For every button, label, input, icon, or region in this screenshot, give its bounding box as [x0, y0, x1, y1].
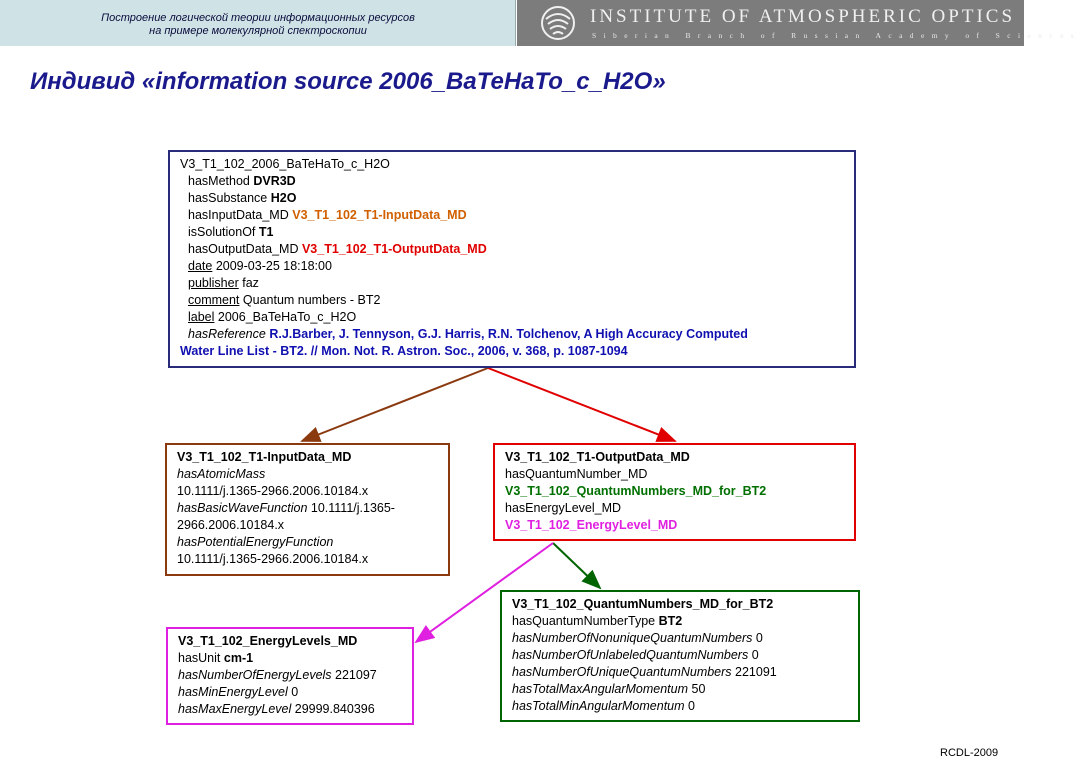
prop-value: 29999.840396 — [294, 702, 375, 716]
quantum-nonunique — [512, 630, 848, 647]
prop-value: faz — [242, 276, 259, 290]
prop-comment — [180, 292, 844, 309]
output-data-box — [493, 443, 856, 541]
input-mass-val: 10.1111/j.1365-2966.2006.10184.x — [177, 484, 369, 498]
header-subtitle-line1: Построение логической теории информационных ресурсов — [101, 12, 415, 24]
source-name — [180, 156, 844, 173]
prop-key: hasTotalMinAngularMomentum — [512, 699, 685, 713]
prop-key: isSolutionOf — [188, 225, 256, 239]
prop-key: hasNumberOfUniqueQuantumNumbers — [512, 665, 732, 679]
source-individual-box — [168, 150, 856, 368]
output-name: V3_T1_102_T1-OutputData_MD — [505, 450, 690, 464]
prop-key: hasSubstance — [188, 191, 268, 205]
prop-reference — [180, 326, 844, 343]
prop-substance — [180, 190, 844, 207]
prop-label — [180, 309, 844, 326]
input-wave — [177, 500, 438, 534]
prop-key: hasQuantumNumberType — [512, 614, 656, 628]
prop-value: T1 — [258, 225, 274, 239]
prop-key: date — [188, 259, 213, 273]
prop-key: hasNumberOfUnlabeledQuantumNumbers — [512, 648, 749, 662]
energy-count — [178, 667, 402, 684]
prop-value: 221097 — [335, 668, 377, 682]
source-name-text: V3_T1_102_2006_BaTeHaTo_c_H2O — [180, 157, 390, 171]
prop-value: 0 — [751, 648, 759, 662]
arrow-to-input — [302, 368, 488, 441]
input-pot-val: 10.1111/j.1365-2966.2006.10184.x — [177, 552, 369, 566]
prop-value: 2009-03-25 18:18:00 — [215, 259, 332, 273]
prop-value: DVR3D — [253, 174, 296, 188]
quantum-numbers-box — [500, 590, 860, 722]
quantum-type — [512, 613, 848, 630]
prop-key: label — [188, 310, 215, 324]
prop-key: hasNumberOfNonuniqueQuantumNumbers — [512, 631, 753, 645]
prop-key: hasNumberOfEnergyLevels — [178, 668, 332, 682]
institute-name: INSTITUTE OF ATMOSPHERIC OPTICS — [590, 6, 1016, 27]
header-subtitle-line2: на примере молекулярной спектроскопии — [149, 25, 367, 37]
prop-publisher — [180, 275, 844, 292]
prop-output — [180, 241, 844, 258]
output-el-val[interactable]: V3_T1_102_EnergyLevel_MD — [505, 518, 678, 532]
prop-key: hasMinEnergyLevel — [178, 685, 288, 699]
prop-value: 50 — [691, 682, 706, 696]
prop-key: hasOutputData_MD — [188, 242, 299, 256]
prop-key: hasMaxEnergyLevel — [178, 702, 292, 716]
energy-min — [178, 684, 402, 701]
quantum-name: V3_T1_102_QuantumNumbers_MD_for_BT2 — [512, 597, 774, 611]
footer-label: RCDL-2009 — [940, 747, 999, 759]
input-mass-key: hasAtomicMass — [177, 467, 266, 481]
prop-value: R.J.Barber, J. Tennyson, G.J. Harris, R.N. Tolchenov, A High Accuracy Computed — [269, 327, 748, 341]
prop-value: 2006_BaTeHaTo_c_H2O — [217, 310, 357, 324]
energy-unit — [178, 650, 402, 667]
prop-key: hasMethod — [188, 174, 250, 188]
prop-key: comment — [188, 293, 240, 307]
prop-key: hasInputData_MD — [188, 208, 289, 222]
output-el-key: hasEnergyLevel_MD — [505, 501, 622, 515]
arrow-to-quantum — [553, 543, 600, 588]
prop-value: 10.1111/j.1365-2966.2006.10184.x — [177, 501, 395, 532]
prop-key: hasBasicWaveFunction — [177, 501, 308, 515]
input-pot-key: hasPotentialEnergyFunction — [177, 535, 334, 549]
quantum-unique — [512, 664, 848, 681]
quantum-maxang — [512, 681, 848, 698]
prop-value: cm-1 — [223, 651, 254, 665]
prop-key: publisher — [188, 276, 239, 290]
prop-key: hasReference — [188, 327, 266, 341]
output-qn-val[interactable]: V3_T1_102_QuantumNumbers_MD_for_BT2 — [505, 484, 767, 498]
institute-branch: Siberian Branch of Russian Academy of Sciences — [592, 31, 1081, 40]
prop-method — [180, 173, 844, 190]
page-title: Индивид «information source 2006_BaTeHaTo_c_H2O» — [30, 68, 666, 95]
prop-value: 0 — [291, 685, 299, 699]
prop-value: Quantum numbers - BT2 — [242, 293, 381, 307]
arrow-to-output — [488, 368, 675, 441]
prop-solution — [180, 224, 844, 241]
prop-value-link[interactable]: V3_T1_102_T1-OutputData_MD — [301, 242, 487, 256]
output-qn-key: hasQuantumNumber_MD — [505, 467, 648, 481]
prop-input — [180, 207, 844, 224]
prop-value: H2O — [270, 191, 297, 205]
prop-reference-cont — [180, 343, 844, 360]
quantum-unlabeled — [512, 647, 848, 664]
quantum-minang — [512, 698, 848, 715]
prop-value: 221091 — [735, 665, 777, 679]
energy-name: V3_T1_102_EnergyLevels_MD — [178, 634, 358, 648]
prop-value-link[interactable]: V3_T1_102_T1-InputData_MD — [292, 208, 467, 222]
input-data-box — [165, 443, 450, 576]
prop-value: Water Line List - BT2. // Mon. Not. R. Astron. Soc., 2006, v. 368, p. 1087-1094 — [180, 344, 628, 358]
energy-max — [178, 701, 402, 718]
energy-levels-box — [166, 627, 414, 725]
prop-key: hasUnit — [178, 651, 221, 665]
prop-value: 0 — [755, 631, 763, 645]
prop-key: hasTotalMaxAngularMomentum — [512, 682, 689, 696]
prop-value: 0 — [688, 699, 695, 713]
prop-value: BT2 — [658, 614, 683, 628]
prop-date — [180, 258, 844, 275]
input-name: V3_T1_102_T1-InputData_MD — [177, 450, 352, 464]
